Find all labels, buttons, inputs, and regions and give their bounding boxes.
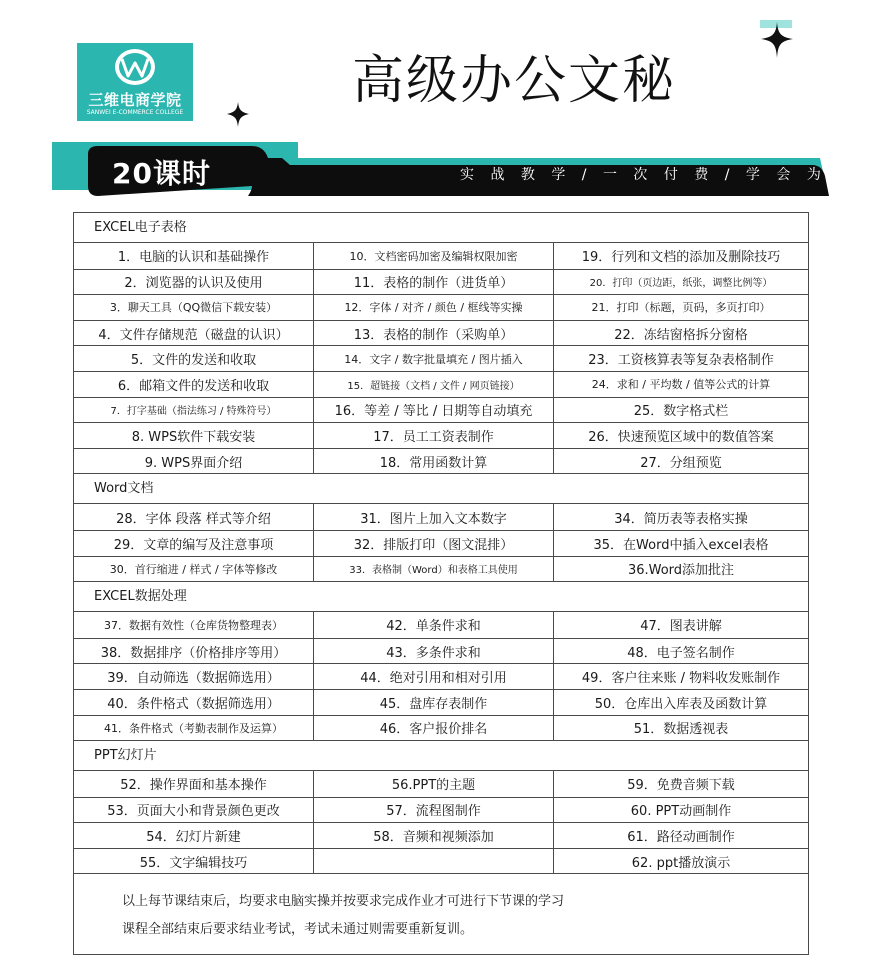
section-header-excel: EXCEL电子表格 — [74, 213, 808, 243]
table-row — [74, 663, 808, 689]
table-row — [74, 797, 808, 823]
lesson-cell: 48．电子签名制作 — [627, 645, 735, 661]
lesson-cell: 57．流程图制作 — [314, 798, 554, 823]
lesson-cell: 7．打字基础（指法练习 / 特殊符号） — [74, 398, 314, 423]
table-row — [74, 530, 808, 556]
college-name-en: SANWEI E-COMMERCE COLLEGE — [86, 109, 184, 116]
lesson-cell: 53．页面大小和背景颜色更改 — [74, 798, 314, 823]
lesson-cell: 38．数据排序（价格排序等用） — [74, 639, 314, 664]
lesson-cell: 24．求和 / 平均数 / 值等公式的计算 — [591, 378, 771, 392]
lesson-cell: 59．免费音频下载 — [627, 778, 735, 794]
lesson-cell: 8. WPS软件下载安装 — [74, 423, 314, 448]
lesson-cell: 5．文件的发送和收取 — [74, 346, 314, 371]
lesson-cell: 37．数据有效性（仓库货物整理表） — [74, 612, 314, 638]
lesson-cell: 29．文章的编写及注意事项 — [74, 531, 314, 556]
college-emblem-icon — [113, 46, 157, 88]
lesson-cell: 56.PPT的主题 — [314, 771, 554, 797]
lesson-cell: 4．文件存储规范（磁盘的认识） — [74, 321, 314, 346]
banner-slogan: 实 战 教 学 / 一 次 付 费 / 学 会 为 止 — [460, 167, 858, 183]
lesson-cell: 44．绝对引用和相对引用 — [314, 664, 554, 689]
lesson-cell: 58．音频和视频添加 — [314, 823, 554, 848]
table-row — [74, 397, 808, 423]
lesson-cell: 41．条件格式（考勤表制作及运算） — [74, 716, 314, 741]
lesson-cell: 2．浏览器的认识及使用 — [74, 270, 314, 295]
sparkle-star-icon — [225, 100, 251, 128]
lesson-cell: 49．客户往来账 / 物料收发账制作 — [581, 671, 781, 687]
lesson-cell: 62. ppt播放演示 — [631, 855, 731, 871]
lesson-cell: 19．行列和文档的添加及删除技巧 — [581, 250, 781, 266]
lesson-cell: 17．员工工资表制作 — [314, 423, 554, 448]
lesson-cell: 13．表格的制作（采购单） — [314, 321, 554, 346]
lesson-cell: 36.Word添加批注 — [627, 563, 735, 579]
course-table — [73, 212, 809, 955]
lesson-cell: 54．幻灯片新建 — [74, 823, 314, 848]
lesson-cell: 25．数字格式栏 — [633, 404, 729, 420]
table-row — [74, 422, 808, 448]
lesson-cell: 6．邮箱文件的发送和收取 — [74, 372, 314, 397]
lesson-cell: 47．图表讲解 — [640, 619, 722, 635]
section-header-ppt: PPT幻灯片 — [74, 741, 808, 771]
note-line: 课程全部结束后要求结业考试，考试未通过则需要重新复训。 — [122, 922, 474, 938]
lesson-cell: 61．路径动画制作 — [627, 830, 735, 846]
table-row — [74, 448, 808, 474]
lesson-cell: 16．等差 / 等比 / 日期等自动填充 — [314, 398, 554, 423]
lesson-cell: 12．字体 / 对齐 / 颜色 / 框线等实操 — [314, 295, 554, 320]
lesson-cell: 28．字体 段落 样式等介绍 — [74, 504, 314, 530]
lesson-cell: 11．表格的制作（进货单） — [314, 270, 554, 295]
college-name-cn: 三维电商学院 — [88, 91, 182, 109]
lesson-cell: 23．工资核算表等复杂表格制作 — [588, 353, 774, 369]
table-row — [74, 294, 808, 320]
table-row — [74, 848, 808, 874]
lesson-cell: 14．文字 / 数字批量填充 / 图片插入 — [314, 346, 554, 371]
table-row — [74, 612, 808, 638]
table-row — [74, 345, 808, 371]
lesson-cell: 30．首行缩进 / 样式 / 字体等修改 — [74, 557, 314, 582]
lesson-cell: 27．分组预览 — [640, 455, 722, 471]
table-row — [74, 689, 808, 715]
lesson-cell: 42．单条件求和 — [314, 612, 554, 638]
lesson-cell: 15．超链接（文档 / 文件 / 网页链接） — [314, 372, 554, 397]
table-row — [74, 504, 808, 530]
section-grid-excel — [74, 243, 808, 474]
section-grid-excel-data — [74, 612, 808, 741]
lesson-cell: 46．客户报价排名 — [314, 716, 554, 741]
table-row — [74, 638, 808, 664]
lesson-cell: 1．电脑的认识和基础操作 — [74, 243, 314, 269]
table-row — [74, 243, 808, 269]
lesson-cell: 55．文字编辑技巧 — [74, 849, 314, 874]
section-grid-ppt — [74, 771, 808, 874]
lesson-cell: 3．聊天工具（QQ微信下载安装） — [74, 295, 314, 320]
lesson-cell — [314, 849, 554, 874]
section-header-word: Word文档 — [74, 474, 808, 504]
lesson-cell: 60. PPT动画制作 — [630, 804, 732, 820]
course-notes — [74, 874, 808, 954]
college-logo — [77, 43, 193, 121]
lesson-cell: 45．盘库存表制作 — [314, 690, 554, 715]
lesson-cell: 34．简历表等表格实操 — [614, 511, 748, 527]
lesson-cell: 31．图片上加入文本数字 — [314, 504, 554, 530]
lesson-cell: 20．打印（页边距，纸张，调整比例等） — [589, 278, 773, 290]
table-row — [74, 556, 808, 582]
lesson-cell: 32．排版打印（图文混排） — [314, 531, 554, 556]
lesson-cell: 51．数据透视表 — [633, 722, 729, 738]
lesson-cell: 22．冻结窗格拆分窗格 — [614, 327, 748, 343]
section-header-excel-data: EXCEL数据处理 — [74, 582, 808, 612]
lesson-cell: 43．多条件求和 — [314, 639, 554, 664]
lesson-cell: 50．仓库出入库表及函数计算 — [594, 696, 768, 712]
lesson-cell: 40．条件格式（数据筛选用） — [74, 690, 314, 715]
lesson-cell: 35．在Word中插入excel表格 — [593, 537, 769, 553]
table-row — [74, 371, 808, 397]
lesson-cell: 9. WPS界面介绍 — [74, 449, 314, 474]
lesson-cell: 39．自动筛选（数据筛选用） — [74, 664, 314, 689]
lesson-cell: 10．文档密码加密及编辑权限加密 — [314, 243, 554, 269]
lesson-cell: 21．打印（标题，页码，多页打印） — [591, 301, 771, 315]
table-row — [74, 822, 808, 848]
table-row — [74, 320, 808, 346]
lesson-cell: 26．快速预览区域中的数值答案 — [588, 429, 774, 445]
lesson-cell: 33．表格制（Word）和表格工具使用 — [314, 557, 554, 582]
table-row — [74, 269, 808, 295]
table-row — [74, 771, 808, 797]
section-grid-word — [74, 504, 808, 582]
note-line: 以上每节课结束后，均要求电脑实操并按要求完成作业才可进行下节课的学习 — [122, 894, 565, 910]
sparkle-star-icon — [757, 18, 797, 62]
page-title: 高级办公文秘 — [352, 51, 677, 111]
lesson-cell: 52．操作界面和基本操作 — [74, 771, 314, 797]
course-hours: 20课时 — [112, 157, 211, 190]
lesson-cell: 18．常用函数计算 — [314, 449, 554, 474]
table-row — [74, 715, 808, 741]
